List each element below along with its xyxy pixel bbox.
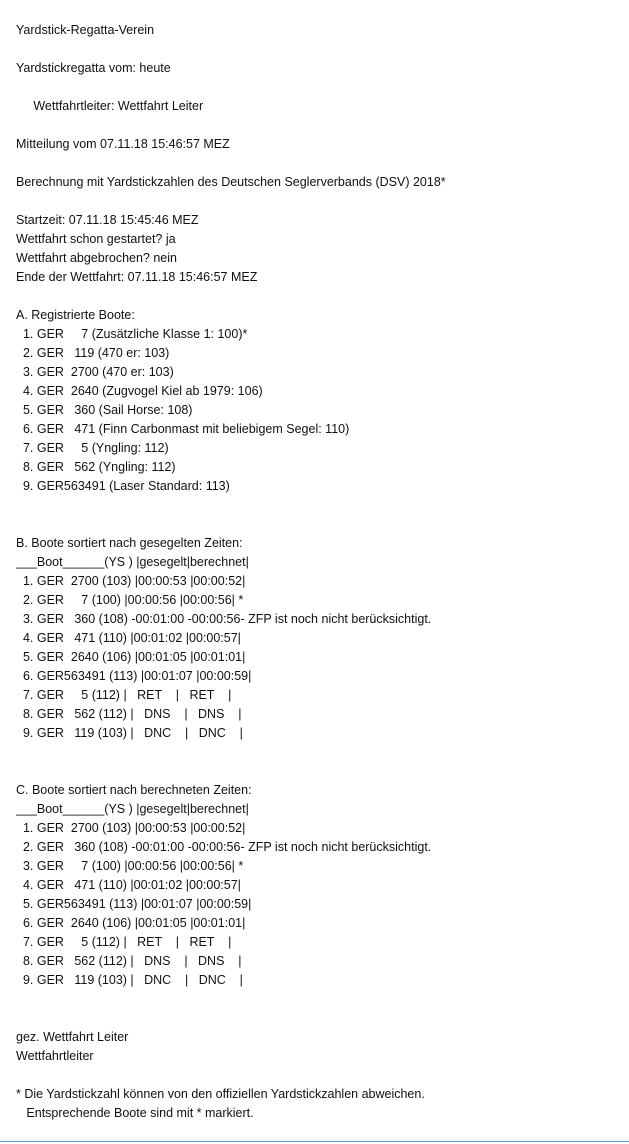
list-item: 3. GER 2700 (470 er: 103) <box>16 365 174 379</box>
table-row: 5. GER 2640 (106) |00:01:05 |00:01:01| <box>16 650 246 664</box>
list-item: 1. GER 7 (Zusätzliche Klasse 1: 100)* <box>16 327 248 341</box>
spacer <box>16 154 623 173</box>
spacer <box>16 990 623 1028</box>
club-name: Yardstick-Regatta-Verein <box>16 23 155 37</box>
footnote-line-1: * Die Yardstickzahl können von den offiziellen Yardstickzahlen abweichen. <box>16 1087 425 1101</box>
footnote-line-2: Entsprechende Boote sind mit * markiert. <box>16 1106 254 1120</box>
race-aborted: Wettfahrt abgebrochen? nein <box>16 251 177 265</box>
table-row: 4. GER 471 (110) |00:01:02 |00:00:57| <box>16 631 241 645</box>
spacer <box>16 116 623 135</box>
section-b-title: B. Boote sortiert nach gesegelten Zeiten: <box>16 536 243 550</box>
table-row: 3. GER 7 (100) |00:00:56 |00:00:56| * <box>16 859 244 873</box>
list-item: 5. GER 360 (Sail Horse: 108) <box>16 403 193 417</box>
table-row: 3. GER 360 (108) -00:01:00 -00:00:56- ZFP ist noch nicht berücksichtigt. <box>16 612 432 626</box>
table-row: 9. GER 119 (103) | DNC | DNC | <box>16 973 243 987</box>
table-row: 5. GER563491 (113) |00:01:07 |00:00:59| <box>16 897 252 911</box>
race-end: Ende der Wettfahrt: 07.11.18 15:46:57 MEZ <box>16 270 258 284</box>
spacer <box>16 40 623 59</box>
list-item: 8. GER 562 (Yngling: 112) <box>16 460 176 474</box>
table-row: 9. GER 119 (103) | DNC | DNC | <box>16 726 243 740</box>
list-item: 4. GER 2640 (Zugvogel Kiel ab 1979: 106) <box>16 384 263 398</box>
calculation-note: Berechnung mit Yardstickzahlen des Deutschen Seglerverbands (DSV) 2018* <box>16 175 446 189</box>
table-row: 6. GER563491 (113) |00:01:07 |00:00:59| <box>16 669 252 683</box>
table-row: 2. GER 360 (108) -00:01:00 -00:00:56- ZFP ist noch nicht berücksichtigt. <box>16 840 432 854</box>
bottom-divider <box>0 1141 629 1142</box>
spacer <box>16 78 623 97</box>
sailed-times-list <box>16 572 623 743</box>
table-row: 1. GER 2700 (103) |00:00:53 |00:00:52| <box>16 821 246 835</box>
message-date: Mitteilung vom 07.11.18 15:46:57 MEZ <box>16 137 230 151</box>
regatta-title: Yardstickregatta vom: heute <box>16 61 171 75</box>
table-row: 7. GER 5 (112) | RET | RET | <box>16 688 232 702</box>
race-started: Wettfahrt schon gestartet? ja <box>16 232 176 246</box>
spacer <box>16 496 623 534</box>
table-row: 2. GER 7 (100) |00:00:56 |00:00:56| * <box>16 593 244 607</box>
table-row: 7. GER 5 (112) | RET | RET | <box>16 935 232 949</box>
list-item: 7. GER 5 (Yngling: 112) <box>16 441 169 455</box>
list-item: 2. GER 119 (470 er: 103) <box>16 346 170 360</box>
spacer <box>16 192 623 211</box>
list-item: 9. GER563491 (Laser Standard: 113) <box>16 479 230 493</box>
table-row: 4. GER 471 (110) |00:01:02 |00:00:57| <box>16 878 241 892</box>
spacer <box>16 743 623 781</box>
table-row: 1. GER 2700 (103) |00:00:53 |00:00:52| <box>16 574 246 588</box>
section-b-header: ___Boot______(YS ) |gesegelt|berechnet| <box>16 555 249 569</box>
signature: gez. Wettfahrt Leiter <box>16 1030 129 1044</box>
registered-boats-list <box>16 325 623 496</box>
table-row: 8. GER 562 (112) | DNS | DNS | <box>16 954 242 968</box>
calculated-times-list <box>16 819 623 990</box>
spacer <box>16 1066 623 1085</box>
table-row: 8. GER 562 (112) | DNS | DNS | <box>16 707 242 721</box>
spacer <box>16 287 623 306</box>
section-c-title: C. Boote sortiert nach berechneten Zeiten: <box>16 783 252 797</box>
document-body <box>16 21 623 1123</box>
race-officer: Wettfahrtleiter: Wettfahrt Leiter <box>16 99 204 113</box>
table-row: 6. GER 2640 (106) |00:01:05 |00:01:01| <box>16 916 246 930</box>
start-time: Startzeit: 07.11.18 15:45:46 MEZ <box>16 213 199 227</box>
list-item: 6. GER 471 (Finn Carbonmast mit beliebigem Segel: 110) <box>16 422 350 436</box>
section-a-title: A. Registrierte Boote: <box>16 308 135 322</box>
section-c-header: ___Boot______(YS ) |gesegelt|berechnet| <box>16 802 249 816</box>
signature-role: Wettfahrtleiter <box>16 1049 94 1063</box>
